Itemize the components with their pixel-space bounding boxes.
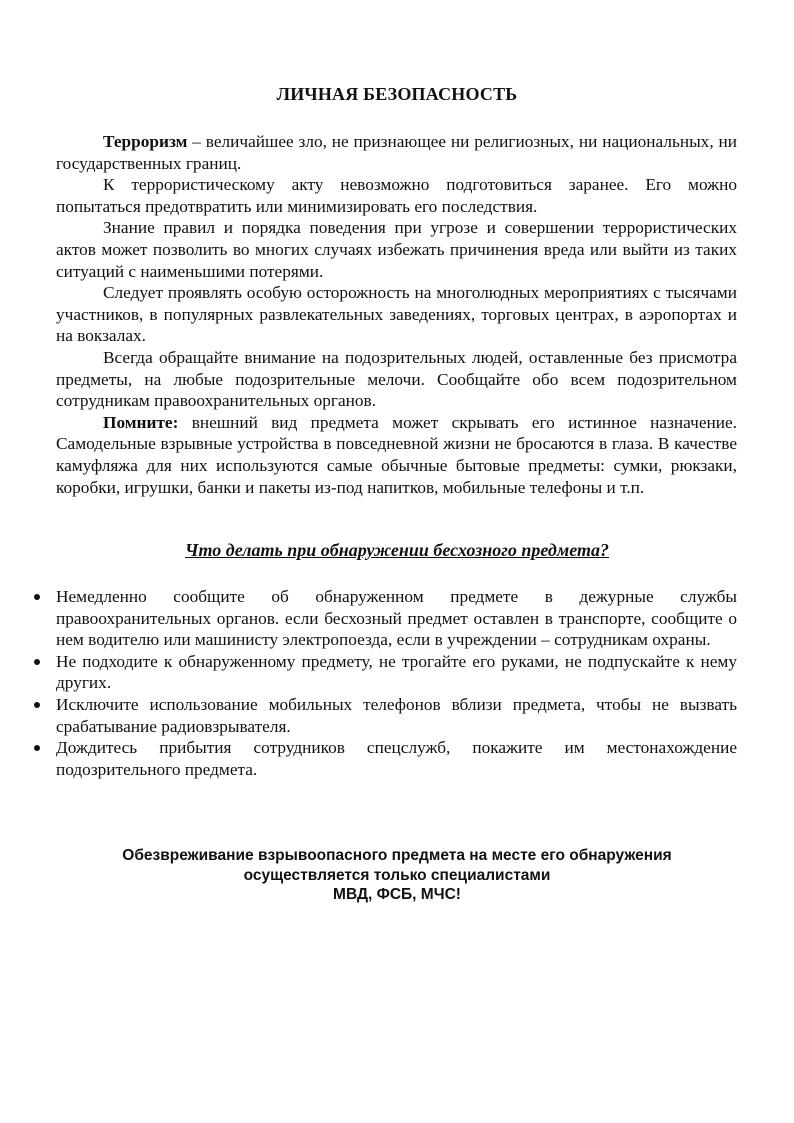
list-item-text: Немедленно сообщите об обнаруженном предмете в дежурные службы правоохранительных органов. если бесхозный предмет оставлен в транспорте, сообщите о нем водителю или машинисту электропоезда, если в учреждении – сотрудникам охраны. [56,587,737,650]
body-text [56,131,737,498]
paragraph-text: К террористическому акту невозможно подготовиться заранее. Его можно попытаться предотвратить или минимизировать его последствия. [56,175,737,216]
paragraph-text: Знание правил и порядка поведения при угрозе и совершении террористических актов может позволить во многих случаях избежать причинения вреда или выйти из таких ситуаций с наименьшими потерями. [56,218,737,281]
paragraph-lead: Терроризм [103,132,188,151]
page-title: ЛИЧНАЯ БЕЗОПАСНОСТЬ [276,84,518,104]
bullet-icon [34,702,40,708]
paragraph [56,347,737,412]
footer-line: МВД, ФСБ, МЧС! [333,886,461,903]
paragraph-text: – величайшее зло, не признающее ни религиозных, ни национальных, ни государственных границ. [56,132,737,173]
bullet-list [56,586,737,780]
paragraph [56,282,737,347]
list-item [56,586,737,651]
list-item [56,651,737,694]
paragraph [56,217,737,282]
paragraph [56,131,737,174]
list-item-text: Дождитесь прибытия сотрудников спецслужб, покажите им местонахождение подозрительного предмета. [56,738,737,779]
list-item-text: Исключите использование мобильных телефонов вблизи предмета, чтобы не вызвать срабатывание радиовзрывателя. [56,694,737,736]
list-item [56,694,737,737]
bullet-icon [34,745,40,751]
bullet-icon [34,659,40,665]
list-item [56,737,737,780]
list-item-text: Не подходите к обнаруженному предмету, не трогайте его руками, не подпускайте к нему других. [56,651,737,693]
paragraph-text: Следует проявлять особую осторожность на многолюдных мероприятиях с тысячами участников, в популярных развлекательных заведениях, торговых центрах, в аэропортах и на вокзалах. [56,283,737,346]
paragraph [56,412,737,498]
bullet-icon [34,594,40,600]
footer-notice [0,846,794,905]
paragraph-lead: Помните: [103,412,179,432]
footer-line: Обезвреживание взрывоопасного предмета на месте его обнаружения [122,847,672,864]
paragraph-text: внешний вид предмета может скрывать его истинное назначение. Самодельные взрывные устройства в повседневной жизни не бросаются в глаза. В качестве камуфляжа для них используются самые обычные бытовые предметы: сумки, рюкзаки, коробки, игрушки, банки и пакеты из-под напитков, мобильные телефоны и т.п. [56,412,737,497]
section-heading: Что делать при обнаружении бесхозного предмета? [185,540,609,560]
paragraph [56,174,737,217]
footer-line: осуществляется только специалистами [243,866,551,884]
paragraph-text: Всегда обращайте внимание на подозрительных людей, оставленные без присмотра предметы, на любые подозрительные мелочи. Сообщайте обо всем подозрительном сотрудникам правоохранительных органов. [56,347,737,411]
